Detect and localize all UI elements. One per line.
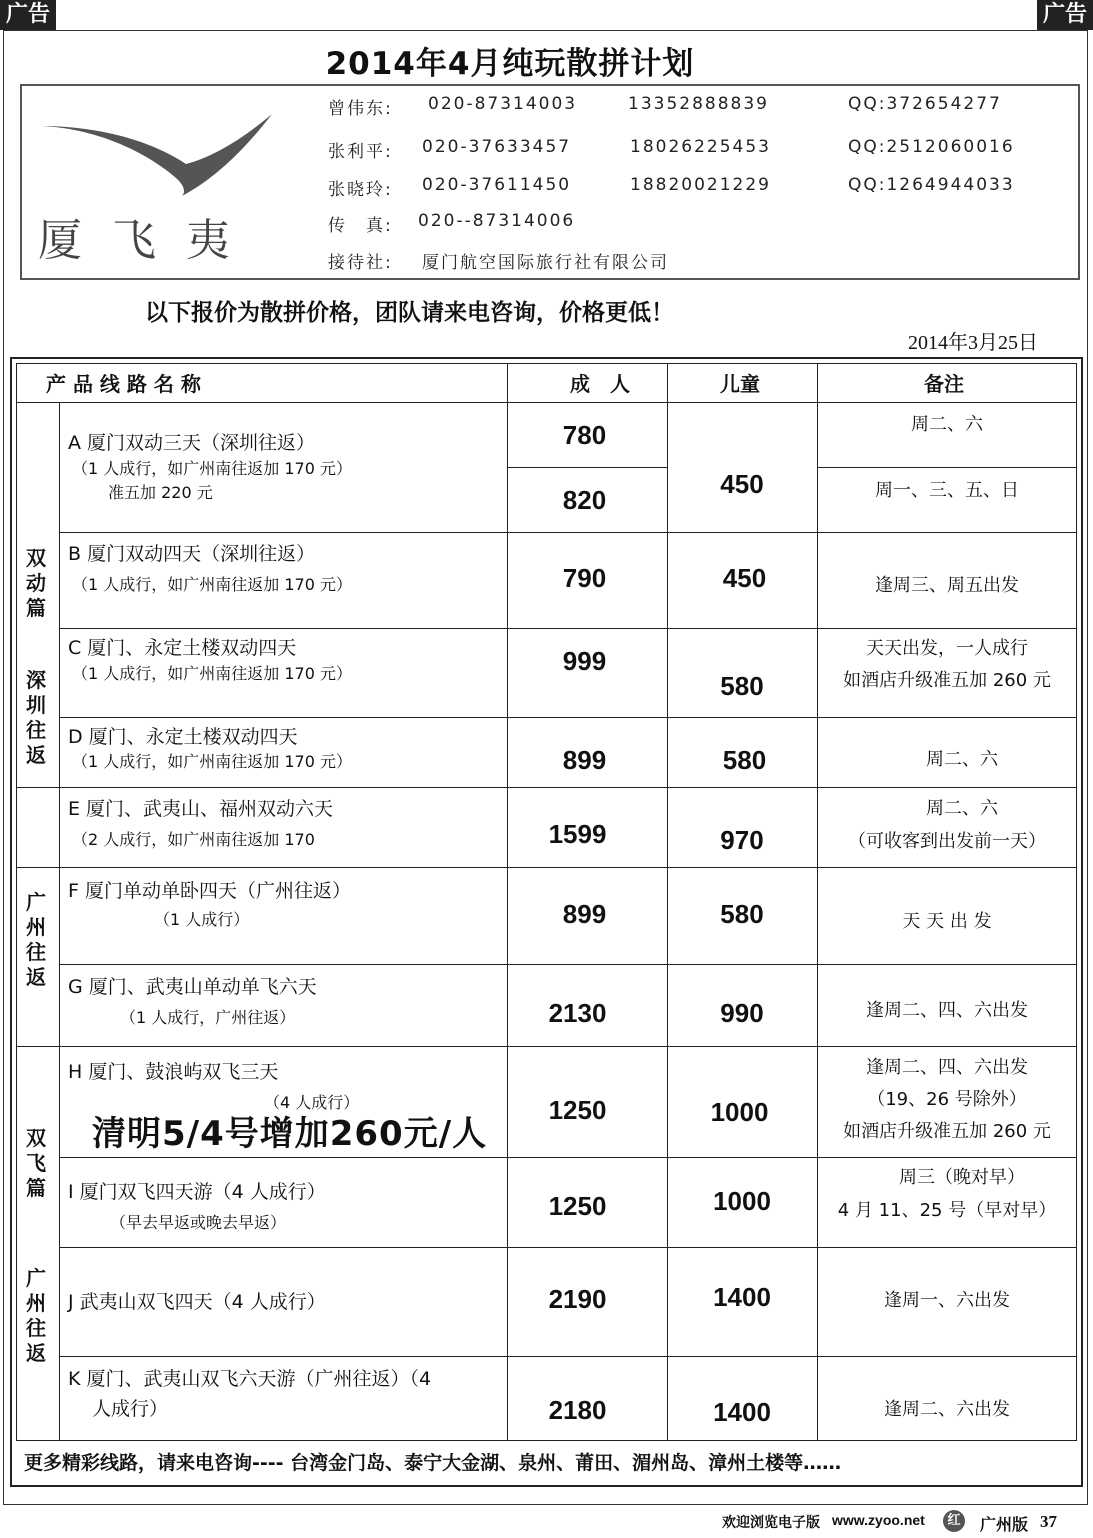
- row-line: [16, 402, 1077, 403]
- route-a-remark-2: 周一、三、五、日: [875, 480, 1019, 501]
- route-f-remark: 天 天 出 发: [902, 911, 992, 932]
- route-a-adult-1: 780: [562, 420, 607, 450]
- contact-tel-3: 020-37611450: [422, 175, 572, 195]
- logo-wing-icon: [36, 108, 276, 198]
- row-line: [16, 1046, 1077, 1047]
- route-a-sub2: 准五加 220 元: [108, 483, 213, 502]
- route-b-remark: 逢周三、周五出发: [875, 575, 1019, 596]
- route-k-child: 1400: [713, 1397, 771, 1427]
- contact-label-3: 张晓玲:: [328, 180, 393, 200]
- route-h-sub: （4 人成行）: [264, 1093, 360, 1112]
- route-b-adult: 790: [562, 563, 607, 593]
- route-i-remark-2: 4 月 11、25 号（早对早）: [837, 1200, 1057, 1221]
- contact-tel-2: 020-37633457: [422, 137, 572, 157]
- row-line: [817, 467, 1077, 468]
- category-shuangfei: 双 飞 篇: [26, 1126, 46, 1200]
- header-remark: 备注: [924, 372, 964, 396]
- route-j-adult: 2190: [548, 1284, 607, 1314]
- header-child: 儿童: [720, 372, 760, 396]
- route-g-remark: 逢周二、四、六出发: [866, 1000, 1028, 1021]
- edition-text: 广州版: [980, 1515, 1029, 1534]
- route-e-name: E 厦门、武夷山、福州双动六天: [68, 798, 334, 820]
- agency-label: 接待社:: [328, 253, 393, 273]
- row-line: [59, 532, 1077, 533]
- row-line: [59, 1356, 1077, 1357]
- header-route: 产 品 线 路 名 称: [46, 372, 201, 396]
- route-a-child: 450: [720, 469, 764, 499]
- route-d-remark: 周二、六: [926, 749, 998, 770]
- row-line: [16, 787, 1077, 788]
- route-g-name: G 厦门、武夷山单动单飞六天: [68, 976, 317, 998]
- route-f-name: F 厦门单动单卧四天（广州往返）: [68, 880, 351, 902]
- route-a-adult-2: 820: [562, 485, 607, 515]
- contact-mobile-1: 13352888839: [628, 94, 769, 114]
- route-c-remark-2: 如酒店升级准五加 260 元: [843, 670, 1051, 691]
- route-b-name: B 厦门双动四天（深圳往返）: [68, 543, 316, 565]
- route-k-name: K 厦门、武夷山双飞六天游（广州往返）（4: [68, 1368, 432, 1390]
- category-guangzhou-return-2: 广 州 往 返: [26, 1266, 46, 1365]
- contact-qq-1: QQ:372654277: [848, 94, 1002, 114]
- row-line: [59, 1157, 1077, 1158]
- route-e-adult: 1599: [548, 819, 607, 849]
- row-line: [59, 628, 1077, 629]
- route-a-sub: （1 人成行，如广州南往返加 170 元）: [72, 459, 352, 478]
- route-i-child: 1000: [713, 1186, 771, 1216]
- route-c-adult: 999: [562, 646, 607, 676]
- route-k-remark: 逢周二、六出发: [884, 1399, 1010, 1420]
- page-number: 37: [1040, 1512, 1057, 1531]
- category-shuangdong: 双 动 篇: [26, 546, 46, 620]
- route-h-remark-3: 如酒店升级准五加 260 元: [843, 1121, 1051, 1142]
- red-logo-icon: 红: [943, 1510, 965, 1532]
- contact-qq-3: QQ:1264944033: [848, 175, 1015, 195]
- row-line: [507, 467, 667, 468]
- contact-label-1: 曾伟东:: [328, 99, 393, 119]
- contact-tel-1: 020-87314003: [428, 94, 578, 114]
- route-i-adult: 1250: [548, 1191, 607, 1221]
- route-d-adult: 899: [562, 745, 607, 775]
- route-e-sub: （2 人成行，如广州南往返加 170: [72, 830, 315, 849]
- contact-mobile-3: 18820021229: [630, 175, 771, 195]
- col-line: [59, 402, 60, 1441]
- row-line: [59, 717, 1077, 718]
- route-i-name: I 厦门双飞四天游（4 人成行）: [68, 1181, 326, 1203]
- route-g-adult: 2130: [548, 998, 607, 1028]
- route-j-child: 1400: [713, 1282, 771, 1312]
- footer-more-routes: 更多精彩线路，请来电咨询---- 台湾金门岛、泰宁大金湖、泉州、莆田、湄州岛、漳州土楼等……: [24, 1452, 842, 1474]
- row-line: [16, 867, 1077, 868]
- route-i-sub: （早去早返或晚去早返）: [110, 1213, 287, 1232]
- col-line: [817, 363, 818, 1441]
- brand-name: 厦飞夷: [38, 215, 260, 266]
- fax-label: 传 真:: [328, 216, 393, 236]
- date-text: 2014年3月25日: [908, 332, 1038, 354]
- route-e-remark-1: 周二、六: [926, 798, 998, 819]
- route-a-remark-1: 周二、六: [911, 414, 983, 435]
- route-h-name: H 厦门、鼓浪屿双飞三天: [68, 1061, 279, 1083]
- category-guangzhou-return-1: 广 州 往 返: [26, 890, 46, 989]
- ad-tag-left: 广告: [0, 0, 56, 30]
- browse-text: 欢迎浏览电子版: [722, 1515, 820, 1531]
- contact-qq-2: QQ:2512060016: [848, 137, 1015, 157]
- route-i-remark-1: 周三（晚对早）: [899, 1167, 1025, 1188]
- route-d-name: D 厦门、永定土楼双动四天: [68, 726, 298, 748]
- notice-text: 以下报价为散拼价格，团队请来电咨询，价格更低！: [145, 300, 674, 326]
- route-j-remark: 逢周一、六出发: [884, 1290, 1010, 1311]
- contact-mobile-2: 18026225453: [630, 137, 771, 157]
- route-g-child: 990: [720, 998, 764, 1028]
- route-e-child: 970: [720, 825, 764, 855]
- route-c-child: 580: [720, 671, 764, 701]
- route-b-child: 450: [722, 563, 767, 593]
- route-h-remark-2: （19、26 号除外）: [867, 1089, 1027, 1110]
- route-f-adult: 899: [562, 899, 607, 929]
- fax-value: 020--87314006: [418, 211, 576, 231]
- route-h-adult: 1250: [548, 1095, 607, 1125]
- route-c-remark-1: 天天出发，一人成行: [866, 638, 1028, 659]
- route-h-promo: 清明5/4号增加260元/人: [92, 1114, 488, 1154]
- route-k-adult: 2180: [548, 1395, 607, 1425]
- route-h-remark-1: 逢周二、四、六出发: [866, 1057, 1028, 1078]
- route-j-name: J 武夷山双飞四天（4 人成行）: [68, 1291, 326, 1313]
- header-adult: 成 人: [570, 372, 630, 396]
- route-e-remark-2: （可收客到出发前一天）: [848, 831, 1046, 852]
- route-f-sub: （1 人成行）: [154, 910, 250, 929]
- site-link[interactable]: www.zyoo.net: [832, 1512, 925, 1528]
- agency-value: 厦门航空国际旅行社有限公司: [422, 253, 669, 273]
- route-c-sub: （1 人成行，如广州南往返加 170 元）: [72, 664, 352, 683]
- route-f-child: 580: [720, 899, 764, 929]
- row-line: [59, 1247, 1077, 1248]
- route-d-sub: （1 人成行，如广州南往返加 170 元）: [72, 752, 352, 771]
- row-line: [59, 964, 1077, 965]
- route-a-name: A 厦门双动三天（深圳往返）: [68, 432, 316, 454]
- route-g-sub: （1 人成行，广州往返）: [120, 1008, 296, 1027]
- page-title: 2014年4月纯玩散拼计划: [325, 46, 695, 82]
- route-k-name-2: 人成行）: [92, 1398, 169, 1420]
- contact-label-2: 张利平:: [328, 142, 393, 162]
- route-h-child: 1000: [710, 1097, 769, 1127]
- route-b-sub: （1 人成行，如广州南往返加 170 元）: [72, 575, 352, 594]
- route-c-name: C 厦门、永定土楼双动四天: [68, 637, 297, 659]
- category-shenzhen-return: 深 圳 往 返: [26, 668, 46, 767]
- route-d-child: 580: [722, 745, 767, 775]
- ad-tag-right: 广告: [1037, 0, 1093, 30]
